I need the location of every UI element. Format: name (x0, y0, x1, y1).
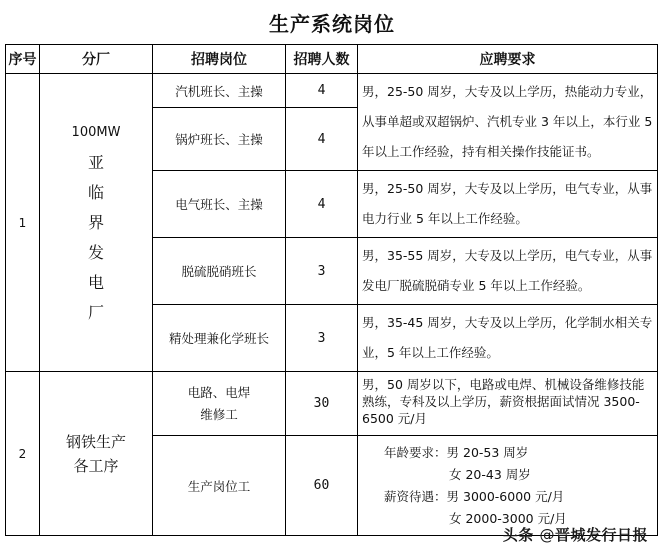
position-cell: 锅炉班长、主操 (153, 108, 286, 171)
table-row (6, 74, 658, 108)
factory-name-part: 厂 (87, 302, 104, 322)
position-cell: 汽机班长、主操 (153, 74, 286, 108)
factory-name-part: 界 (87, 212, 104, 232)
factory-cell (40, 74, 153, 372)
age-male: 男 20-53 周岁 (446, 444, 529, 460)
position-cell: 精处理兼化学班长 (153, 305, 286, 372)
count-cell: 4 (286, 108, 358, 171)
salary-label: 薪资待遇： (384, 488, 447, 504)
count-cell: 3 (286, 305, 358, 372)
factory-name-part: 亚 (87, 152, 104, 172)
watermark-name: 晋城发行日报 (554, 526, 648, 544)
age-female-line: 女 20-43 周岁 (449, 466, 531, 482)
factory-name-part: 100MW (71, 124, 121, 140)
table-row (6, 372, 658, 436)
factory-name-part: 各工序 (73, 456, 119, 475)
seq-cell: 1 (6, 74, 40, 372)
salary-male: 男 3000-6000 元/月 (446, 488, 565, 504)
position-cell: 生产岗位工 (153, 436, 286, 536)
seq-cell: 2 (6, 372, 40, 536)
header-requirements: 应聘要求 (358, 45, 658, 74)
factory-name-part: 发 (87, 242, 104, 262)
header-position: 招聘岗位 (153, 45, 286, 74)
requirements-cell (358, 436, 658, 536)
salary-female-line: 女 2000-3000 元/月 (449, 510, 567, 526)
watermark-prefix: 头条 (502, 526, 534, 544)
header-count: 招聘人数 (286, 45, 358, 74)
requirements-cell: 男，35-45 周岁，大专及以上学历，化学制水相关专业，5 年以上工作经验。 (358, 305, 658, 372)
requirements-cell: 男，35-55 周岁，大专及以上学历，电气专业，从事发电厂脱硫脱硝专业 5 年以上工作经验。 (358, 238, 658, 305)
factory-name-part: 临 (87, 182, 104, 202)
watermark (503, 524, 648, 545)
position-line: 维修工 (200, 406, 238, 422)
header-seq: 序号 (6, 45, 40, 74)
factory-name-part: 钢铁生产 (65, 432, 126, 451)
requirements-cell: 男，50 周岁以下，电路或电焊、机械设备维修技能熟练，专科及以上学历，薪资根据面试情况 3500-6500 元/月 (358, 372, 658, 436)
count-cell: 4 (286, 74, 358, 108)
position-cell: 脱硫脱硝班长 (153, 238, 286, 305)
recruitment-table (5, 44, 658, 536)
count-cell: 3 (286, 238, 358, 305)
table-header-row (6, 45, 658, 74)
factory-name-part: 电 (87, 272, 104, 292)
requirements-cell: 男，25-50 周岁，大专及以上学历，电气专业，从事电力行业 5 年以上工作经验。 (358, 171, 658, 238)
count-cell: 60 (286, 436, 358, 536)
factory-cell (40, 372, 153, 536)
page-title: 生产系统岗位 (269, 12, 395, 36)
age-requirement-line (384, 442, 657, 464)
salary-line (384, 486, 657, 508)
count-cell: 4 (286, 171, 358, 238)
header-factory: 分厂 (40, 45, 153, 74)
watermark-at: @ (539, 526, 555, 544)
position-cell: 电气班长、主操 (153, 171, 286, 238)
requirements-cell: 男，25-50 周岁，大专及以上学历，热能动力专业，从事单超或双超锅炉、汽机专业 3 年以上，本行业 5 年以上工作经验，持有相关操作技能证书。 (358, 74, 658, 171)
count-cell: 30 (286, 372, 358, 436)
position-line: 电路、电焊 (187, 384, 251, 400)
age-label: 年龄要求： (384, 444, 447, 460)
position-cell (153, 372, 286, 436)
